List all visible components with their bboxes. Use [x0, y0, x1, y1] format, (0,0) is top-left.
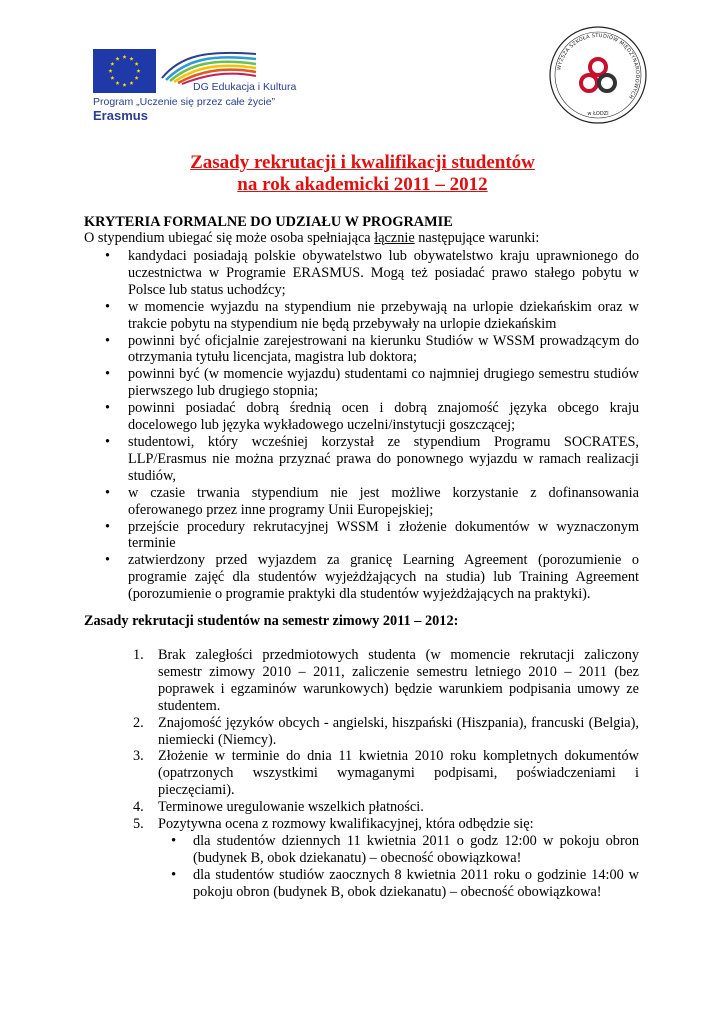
winter-rule-item: [133, 748, 639, 799]
item-number: 3.: [133, 748, 144, 765]
dg-education-label: DG Edukacja i Kultura: [193, 81, 297, 93]
winter-rule-item: [133, 715, 639, 749]
lifelong-learning-logo: [160, 46, 258, 86]
winter-rule-item: [133, 816, 639, 901]
interview-schedule-item: • dla studentów dziennych 11 kwietnia 2011 o godz 12:00 w pokoju obron (budynek B, obok dziekanatu) – obecność obowiązkowa!: [163, 833, 639, 867]
criteria-intro: [84, 230, 539, 247]
document-title-line1: Zasady rekrutacji i kwalifikacji studentów: [190, 152, 535, 173]
criteria-item: • powinni posiadać dobrą średnią ocen i dobrą znajomość języka obcego kraju docelowego lub języka wykładowego uczelni/instytucji goszczącej;: [105, 400, 639, 434]
criteria-intro-after: następujące warunki:: [414, 230, 540, 246]
interview-schedule-item: • dla studentów studiów zaocznych 8 kwietnia 2011 roku o godzinie 14:00 w pokoju obron (budynek B, obok dziekanatu) – obecność obowiązkowa!: [163, 867, 639, 901]
item-text: Znajomość języków obcych - angielski, hiszpański (Hiszpania), francuski (Belgia), niemiecki (Niemcy).: [158, 714, 639, 748]
criteria-item: • powinni być (w momencie wyjazdu) studentami co najmniej drugiego semestru studiów pierwszego lub drugiego stopnia;: [105, 366, 639, 400]
erasmus-label: Erasmus: [93, 108, 148, 123]
item-number: 4.: [133, 799, 144, 816]
winter-heading: Zasady rekrutacji studentów na semestr zimowy 2011 – 2012:: [84, 613, 459, 629]
criteria-item: • przejście procedury rekrutacyjnej WSSM i złożenie dokumentów w wyznaczonym terminie: [105, 519, 639, 553]
item-number: 2.: [133, 714, 144, 731]
winter-rules-list: [133, 647, 639, 901]
document-title-line2: na rok akademicki 2011 – 2012: [237, 174, 488, 195]
item-text: Złożenie w terminie do dnia 11 kwietnia 2010 roku kompletnych dokumentów (opatrzonych wszystkimi wymaganymi podpisami, poświadczeniami i pieczęciami).: [158, 748, 639, 799]
university-seal-logo: [548, 25, 648, 125]
criteria-item: • studentowi, który wcześniej korzystał ze stypendium Programu SOCRATES, LLP/Erasmus nie można przyznać prawa do ponownego wyjazdu w ramach realizacji studiów,: [105, 434, 639, 485]
eu-flag-icon: [93, 49, 156, 93]
program-label: Program „Uczenie się przez całe życie”: [93, 96, 276, 108]
item-number: 1.: [133, 647, 144, 663]
item-text: Pozytywna ocena z rozmowy kwalifikacyjnej, która odbędzie się:: [158, 816, 534, 833]
item-text: Brak zaległości przedmiotowych studenta (w momencie rekrutacji zaliczony semestr zimowy 2010 – 2011, zaliczenie semestru letniego 2010 – 2011 (bez poprawek i egzaminów warunkowych) będzie warunkiem podpisania umowy ze studentem.: [158, 647, 639, 714]
criteria-list: [105, 248, 639, 603]
criteria-item: • kandydaci posiadają polskie obywatelstwo lub obywatelstwo kraju uprawnionego do uczestnictwa w Programie ERASMUS. Mogą też posiadać prawo stałego pobytu w Polsce lub status uchodźcy;: [105, 248, 639, 299]
criteria-heading: KRYTERIA FORMALNE DO UDZIAŁU W PROGRAMIE: [84, 214, 453, 230]
interview-schedule-list: [158, 833, 639, 901]
criteria-intro-underlined: łącznie: [374, 230, 415, 246]
item-text: Terminowe uregulowanie wszelkich płatności.: [158, 799, 424, 816]
winter-rule-item: [133, 647, 639, 715]
seal-outer-text: WYŻSZA SZKOŁA STUDIÓW MIĘDZYNARODOWYCH: [556, 32, 641, 100]
seal-bottom-text: w ŁODZI: [587, 111, 609, 117]
item-number: 5.: [133, 816, 144, 833]
winter-rule-item: [133, 799, 639, 816]
criteria-intro-before: O stypendium ubiegać się może osoba spełniająca: [84, 230, 375, 246]
criteria-item: • zatwierdzony przed wyjazdem za granicę Learning Agreement (porozumienie o programie zajęć dla studentów wyjeżdżających na studia) lub Training Agreement (porozumienie o programie praktyki dla studentów wyjeżdżających na praktyki).: [105, 552, 639, 603]
criteria-item: • powinni być oficjalnie zarejestrowani na kierunku Studiów w WSSM prowadzącym do otrzymania tytułu licencjata, magistra lub doktora;: [105, 333, 639, 367]
criteria-item: • w momencie wyjazdu na stypendium nie przebywają na urlopie dziekańskim oraz w trakcie pobytu na stypendium nie będą przebywały na urlopie dziekańskim: [105, 299, 639, 333]
criteria-item: • w czasie trwania stypendium nie jest możliwe korzystanie z dofinansowania oferowanego przez inne programy Unii Europejskiej;: [105, 485, 639, 519]
